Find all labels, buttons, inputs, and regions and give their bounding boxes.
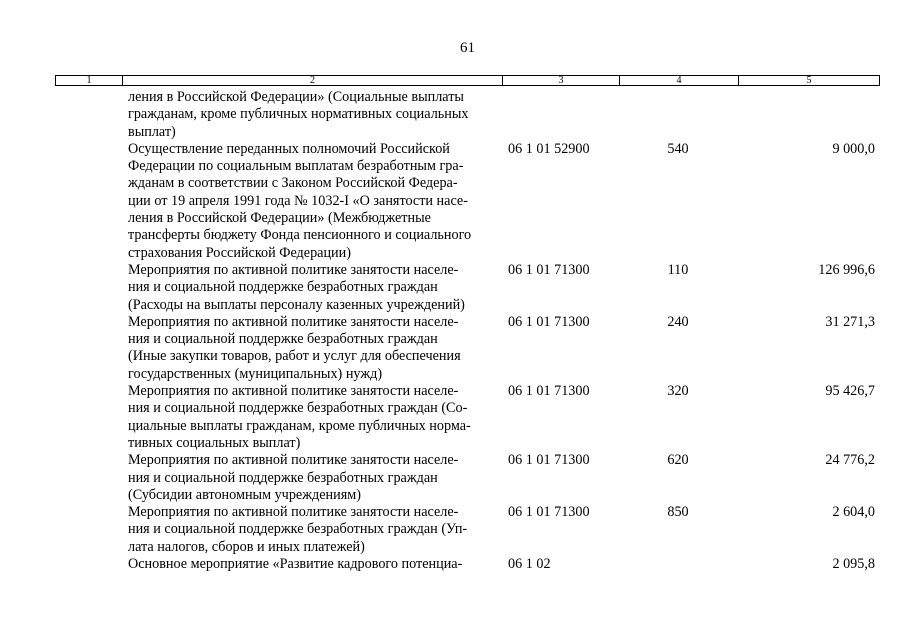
expense-name [128, 314, 498, 383]
expense-name [128, 556, 498, 573]
expense-name [128, 89, 498, 141]
expense-name [128, 383, 498, 452]
expense-name-line: ния и социальной поддержке безработных граждан [128, 331, 438, 348]
expense-name-line: ния и социальной поддержке безработных граждан [128, 279, 438, 296]
expense-type-code: 320 [667, 383, 689, 400]
column-number-1: 1 [56, 76, 123, 86]
target-article-code: 06 1 01 71300 [508, 313, 590, 330]
table-row [0, 383, 905, 452]
expense-name-line: Основное мероприятие «Развитие кадрового потенциа- [128, 556, 463, 573]
expense-type-code: 620 [667, 452, 689, 469]
table-row [0, 141, 905, 262]
expense-name-line: государственных (муниципальных) нужд) [128, 365, 383, 382]
page-number: 61 [460, 40, 475, 56]
target-article-code: 06 1 01 71300 [508, 383, 590, 400]
budget-table-body [0, 89, 905, 573]
table-row [0, 452, 905, 504]
expense-name-line: (Иные закупки товаров, работ и услуг для обеспечения [128, 348, 461, 365]
expense-name-line: тивных социальных выплат) [128, 434, 301, 451]
expense-name-line: жданам в соответствии с Законом Российской Федера- [128, 175, 458, 192]
expense-type-code: 540 [667, 140, 689, 157]
table-row [0, 556, 905, 573]
expense-name-line: трансферты бюджету Фонда пенсионного и социального [128, 227, 472, 244]
expense-name-line: выплат) [128, 123, 176, 140]
expense-name [128, 141, 498, 262]
amount-value: 31 271,3 [825, 313, 875, 330]
expense-name-line: Мероприятия по активной политике занятости населе- [128, 452, 459, 469]
expense-name [128, 452, 498, 504]
amount-value: 24 776,2 [825, 452, 875, 469]
table-row [0, 314, 905, 383]
amount-value: 9 000,0 [832, 140, 875, 157]
expense-name-line: Федерации по социальным выплатам безработным гра- [128, 158, 464, 175]
expense-name-line: ления в Российской Федерации» (Межбюджетные [128, 210, 431, 227]
expense-type-code: 240 [667, 313, 689, 330]
expense-name-line: ния и социальной поддержке безработных граждан (Уп- [128, 521, 468, 538]
expense-name-line: Мероприятия по активной политике занятости населе- [128, 261, 459, 278]
table-row [0, 262, 905, 314]
expense-name-line: лата налогов, сборов и иных платежей) [128, 538, 365, 555]
target-article-code: 06 1 01 52900 [508, 140, 590, 157]
expense-type-code: 850 [667, 504, 689, 521]
column-number-4: 4 [620, 76, 739, 86]
expense-name-line: ления в Российской Федерации» (Социальные выплаты [128, 89, 464, 105]
expense-name [128, 504, 498, 556]
expense-name-line: Мероприятия по активной политике занятости населе- [128, 313, 459, 330]
expense-name-line: ния и социальной поддержке безработных граждан [128, 469, 438, 486]
target-article-code: 06 1 01 71300 [508, 504, 590, 521]
expense-name-line: Мероприятия по активной политике занятости населе- [128, 383, 459, 400]
amount-value: 95 426,7 [825, 383, 875, 400]
target-article-code: 06 1 01 71300 [508, 261, 590, 278]
column-number-3: 3 [503, 76, 620, 86]
column-number-2: 2 [123, 76, 503, 86]
expense-name-line: Мероприятия по активной политике занятости населе- [128, 504, 459, 521]
expense-name-line: (Субсидии автономным учреждениям) [128, 486, 361, 503]
expense-name-line: циальные выплаты гражданам, кроме публичных норма- [128, 417, 471, 434]
target-article-code: 06 1 02 [508, 556, 551, 573]
expense-name-line: ции от 19 апреля 1991 года № 1032-I «О занятости насе- [128, 192, 468, 209]
expense-name-line: (Расходы на выплаты персоналу казенных учреждений) [128, 296, 465, 313]
expense-type-code: 110 [667, 261, 689, 278]
amount-value: 2 095,8 [832, 556, 875, 573]
expense-name-line: гражданам, кроме публичных нормативных социальных [128, 106, 469, 123]
expense-name [128, 262, 498, 314]
expense-name-line: Осуществление переданных полномочий Российской [128, 140, 450, 157]
column-number-5: 5 [739, 76, 880, 86]
expense-name-line: страхования Российской Федерации) [128, 244, 351, 261]
amount-value: 2 604,0 [832, 504, 875, 521]
expense-name-line: ния и социальной поддержке безработных граждан (Со- [128, 400, 468, 417]
amount-value: 126 996,6 [818, 261, 875, 278]
target-article-code: 06 1 01 71300 [508, 452, 590, 469]
table-row [0, 504, 905, 556]
column-number-header [55, 75, 880, 86]
table-row [0, 89, 905, 141]
